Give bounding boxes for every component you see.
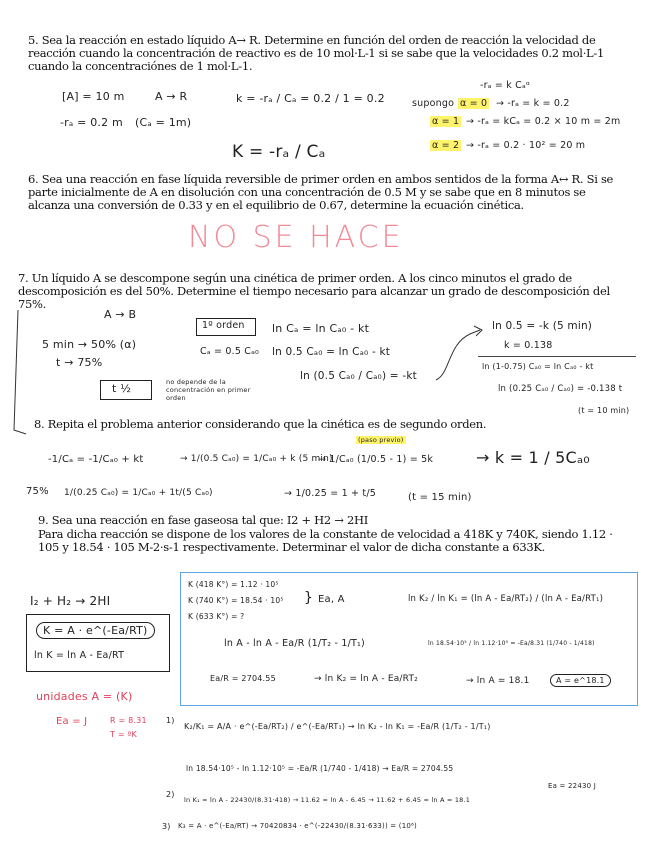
hw-p7-eq3: ln (0.5 Cₐ₀ / Cₐ₀) = -kt [300,370,417,382]
problem-8-statement: 8. Repita el problema anterior considerando que la cinética es de segundo orden. [34,417,487,431]
hw-p7-eq1: ln Cₐ = ln Cₐ₀ - kt [272,322,370,335]
hw-p9-k633: K (633 K°) = ? [188,612,245,621]
hw-p5-rate-law: -rₐ = k Cₐᵅ [480,80,530,91]
hw-p8-eq2: → 1/(0.5 Cₐ₀) = 1/Cₐ₀ + k (5 min) [180,454,333,464]
problem-5-statement: 5. Sea la reacción en estado líquido A→ R. Determine en función del orden de reacción la velocidad de reacción cuando la concentración de reactivo es de 10 mol·L-1 si se sabe que la velocidades 0.2 mol·L-1 cuando la concentraciónes de 1 mol·L-1. [28,33,604,73]
hw-p7-5min: 5 min → 50% (α) [42,338,137,351]
hw-p5-supongo: supongo [412,98,455,109]
hw-p5-rate: -rₐ = 0.2 m [60,116,123,129]
hw-p9-k740: K (740 K°) = 18.54 · 10⁵ [188,596,284,605]
hw-p5-k-calc: k = -rₐ / Cₐ = 0.2 / 1 = 0.2 [236,92,385,105]
hw-p5-alpha1-result: → -rₐ = kCₐ = 0.2 × 10 m = 2m [466,116,621,127]
hw-p7-t10: (t = 10 min) [578,406,630,415]
hw-p9-ea-a: Ea, A [318,594,345,605]
hw-p5-ca: (Cₐ = 1m) [135,116,192,129]
hw-p8-note: (paso previo) [358,436,404,444]
hw-p9-ln-arrhenius: ln K = ln A - Ea/RT [34,650,125,661]
hw-p8-eq5: → 1/0.25 = 1 + t/5 [284,488,376,499]
hw-step2: ln K₁ = ln A - 22430/(8.31·418) → 11.62 = ln A - 6.45 → 11.62 + 6.45 = ln A = 18.1 [184,796,471,804]
hw-p7-eq75b: ln (0.25 Cₐ₀ / Cₐ₀) = -0.138 t [498,384,623,394]
problem-7-statement: 7. Un líquido A se descompone según una cinética de primer orden. A los cinco minutos el grado de descomposición es del 50%. Determine el tiempo necesario para alcanzar un grado de descomposición del 75%. [18,271,610,311]
hw-p7-reaction: A → B [104,308,137,321]
hw-p9-k418: K (418 K°) = 1.12 · 10⁵ [188,580,279,589]
hw-p8-eq1: -1/Cₐ = -1/Cₐ₀ + kt [48,454,144,465]
problem-9-title: 9. Sea una reacción en fase gaseosa tal que: I2 + H2 → 2HI [38,513,368,527]
hw-p9-ratio: ln K₂ / ln K₁ = (ln A - Ea/RT₂) / (ln A - Ea/RT₁) [408,594,604,604]
problem-6-statement: 6. Sea una reacción en fase líquida reversible de primer orden en ambos sentidos de la forma A↔ R. Si se parte inicialmente de A en disolución con una concentración de 0.5 M y se sabe que en 8 minutos se alcanza una conversión de 0.33 y en el equilibrio de 0.67, determine la ecuación cinética. [28,172,614,212]
hw-p9-units: unidades A = (K) [36,690,133,703]
hw-p5-k-formula: K = -rₐ / Cₐ [232,142,326,162]
hw-p7-note: no depende de la concentración en primer orden [166,378,251,402]
hw-p5-concentration: [A] = 10 m [62,90,125,103]
hw-p7-k-value: k = 0.138 [504,340,553,351]
hw-p9-ea-units: Ea = J [56,716,88,727]
hw-step1-number: 1) [166,716,175,725]
hw-p9-lnk2: → ln K₂ = ln A - Ea/RT₂ [314,674,418,684]
hw-p8-k-result: → k = 1 / 5Cₐ₀ [476,448,590,467]
hw-p5-alpha0-result: → -rₐ = k = 0.2 [496,98,570,109]
hw-p9-arrhenius: K = A · e^(-Ea/RT) [36,622,155,639]
hw-p8-eq3: → 1/Cₐ₀ (1/0.5 - 1) = 5k [318,454,434,465]
hw-p8-75: 75% [26,486,49,497]
hw-p9-ea-r: Ea/R = 2704.55 [210,674,276,683]
hw-step3: K₃ = A · e^(-Ea/RT) → 70420834 · e^(-22430/(8.31·633)) = (10⁶) [178,822,417,830]
hw-p8-t15: (t = 15 min) [408,492,472,503]
hw-p9-brace: } [304,590,314,606]
hw-step3-number: 3) [162,822,171,831]
hw-step1-calc: ln 18.54·10⁵ - ln 1.12·10⁵ = -Ea/R (1/740 - 1/418) → Ea/R = 2704.55 [186,764,454,773]
hw-p7-thalf: t ½ [112,382,132,395]
hw-p5-alpha0: α = 0 [460,98,488,109]
hw-p9-reaction: I₂ + H₂ → 2HI [30,594,111,608]
hw-p5-alpha2-result: → -rₐ = 0.2 · 10² = 20 m [466,140,586,151]
hw-p7-first-order: 1º orden [202,320,245,331]
hw-p9-a-value: A = e^18.1 [550,674,611,687]
hw-step1: K₂/K₁ = A/A · e^(-Ea/RT₂) / e^(-Ea/RT₁) → ln K₂ - ln K₁ = -Ea/R (1/T₂ - 1/T₁) [184,722,491,731]
hw-p9-r: R = 8.31 [110,716,147,725]
hw-step1-ea: Ea = 22430 J [548,782,596,790]
hw-p7-ca-half: Cₐ = 0.5 Cₐ₀ [200,346,260,357]
hw-p9-lna-diff: ln A - ln A - Ea/R (1/T₂ - 1/T₁) [224,638,365,649]
hw-p7-k-eq: ln 0.5 = -k (5 min) [492,320,593,332]
hw-p8-eq4: 1/(0.25 Cₐ₀) = 1/Cₐ₀ + 1t/(5 Cₐ₀) [64,488,213,498]
no-se-hace-stamp: NO SE HACE [188,220,404,255]
hw-p9-ln-calc: ln 18.54·10⁵ / ln 1.12·10⁵ = -Ea/8.31 (1/740 - 1/418) [428,640,595,647]
curved-arrow [430,324,490,384]
hw-p7-t75: t → 75% [56,356,103,369]
hw-p7-eq75: ln (1-0.75) Cₐ₀ = ln Cₐ₀ - kt [482,362,594,371]
hw-p5-alpha1: α = 1 [432,116,460,127]
hw-p9-t: T = ºK [110,730,137,739]
left-bracket-mark [0,300,30,440]
hw-p9-lna: → ln A = 18.1 [466,676,530,686]
hw-step2-number: 2) [166,790,175,799]
hw-p5-reaction: A → R [155,90,188,103]
hw-p5-alpha2: α = 2 [432,140,460,151]
hw-p7-eq2: ln 0.5 Cₐ₀ = ln Cₐ₀ - kt [272,346,391,358]
problem-9-statement: Para dicha reacción se dispone de los valores de la constante de velocidad a 418K y 740K, siendo 1.12 · 105 y 18.54 · 105 M-2·s-1 respectivamente. Determinar el valor de dicha constante a 633K. [38,527,613,554]
divider-line [478,356,636,357]
